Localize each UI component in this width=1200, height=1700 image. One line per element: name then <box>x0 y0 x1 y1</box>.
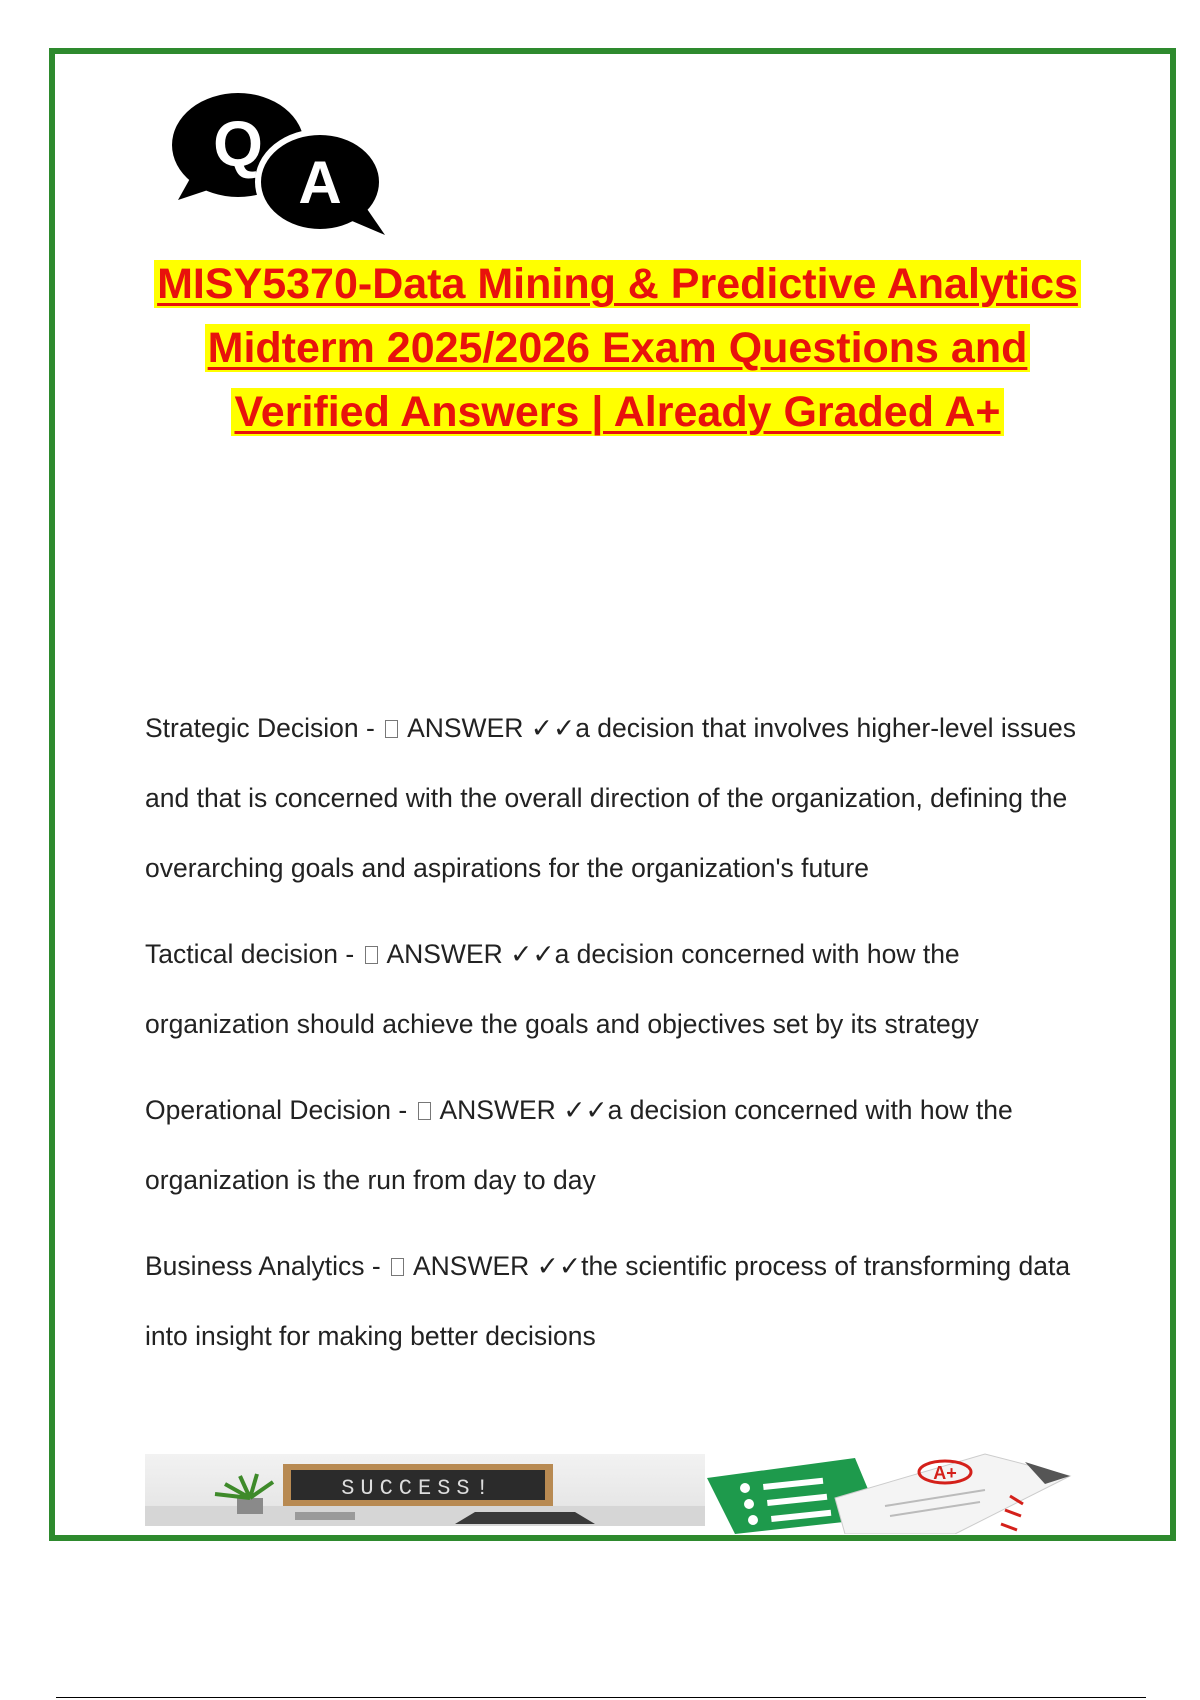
qa-definition: the scientific process of transforming data into insight for making better decisions <box>145 1251 1071 1351</box>
qa-term: Operational Decision <box>145 1095 391 1125</box>
answer-marker: ANSWER <box>439 1095 556 1125</box>
qa-separator: - <box>371 1251 381 1281</box>
double-check-icon: ✓✓ <box>563 1095 608 1125</box>
bottom-rule <box>56 1697 1146 1698</box>
qa-speech-bubbles-icon <box>170 90 400 240</box>
qa-logo-q-letter: Q <box>213 108 263 180</box>
success-chalkboard-image <box>145 1454 705 1526</box>
qa-term: Strategic Decision <box>145 713 359 743</box>
qa-item <box>145 693 1095 903</box>
document-title-block <box>150 252 1085 444</box>
answer-marker: ANSWER <box>386 939 503 969</box>
qa-definition: a decision concerned with how the organization should achieve the goals and objectives set by its strategy <box>145 939 979 1039</box>
paper-grade-text: A+ <box>933 1463 957 1483</box>
missing-glyph-box-icon <box>385 720 398 738</box>
graded-paper-a-plus-image <box>705 1448 1075 1534</box>
qa-term: Tactical decision <box>145 939 338 969</box>
qa-item <box>145 1231 1095 1371</box>
missing-glyph-box-icon <box>365 946 378 964</box>
qa-definition: a decision concerned with how the organization is the run from day to day <box>145 1095 1013 1195</box>
qa-separator: - <box>365 713 375 743</box>
answer-marker: ANSWER <box>412 1251 530 1281</box>
chalkboard-text: SUCCESS! <box>341 1476 495 1501</box>
document-title: MISY5370-Data Mining & Predictive Analytics Midterm 2025/2026 Exam Questions and Verified Answers | Already Graded A+ <box>154 260 1081 436</box>
qa-separator: - <box>345 939 355 969</box>
qa-list <box>145 693 1095 1387</box>
qa-separator: - <box>398 1095 408 1125</box>
qa-item <box>145 1075 1095 1215</box>
qa-logo-a-letter: A <box>298 149 342 216</box>
double-check-icon: ✓✓ <box>536 1251 582 1281</box>
answer-marker: ANSWER <box>407 713 524 743</box>
qa-definition: a decision that involves higher-level issues and that is concerned with the overall direction of the organization, defining the overarching goals and aspirations for the organization's future <box>145 713 1077 883</box>
missing-glyph-box-icon <box>391 1258 404 1276</box>
double-check-icon: ✓✓ <box>530 713 576 743</box>
qa-item <box>145 919 1095 1059</box>
double-check-icon: ✓✓ <box>510 939 555 969</box>
qa-term: Business Analytics <box>145 1251 365 1281</box>
missing-glyph-box-icon <box>418 1102 431 1120</box>
